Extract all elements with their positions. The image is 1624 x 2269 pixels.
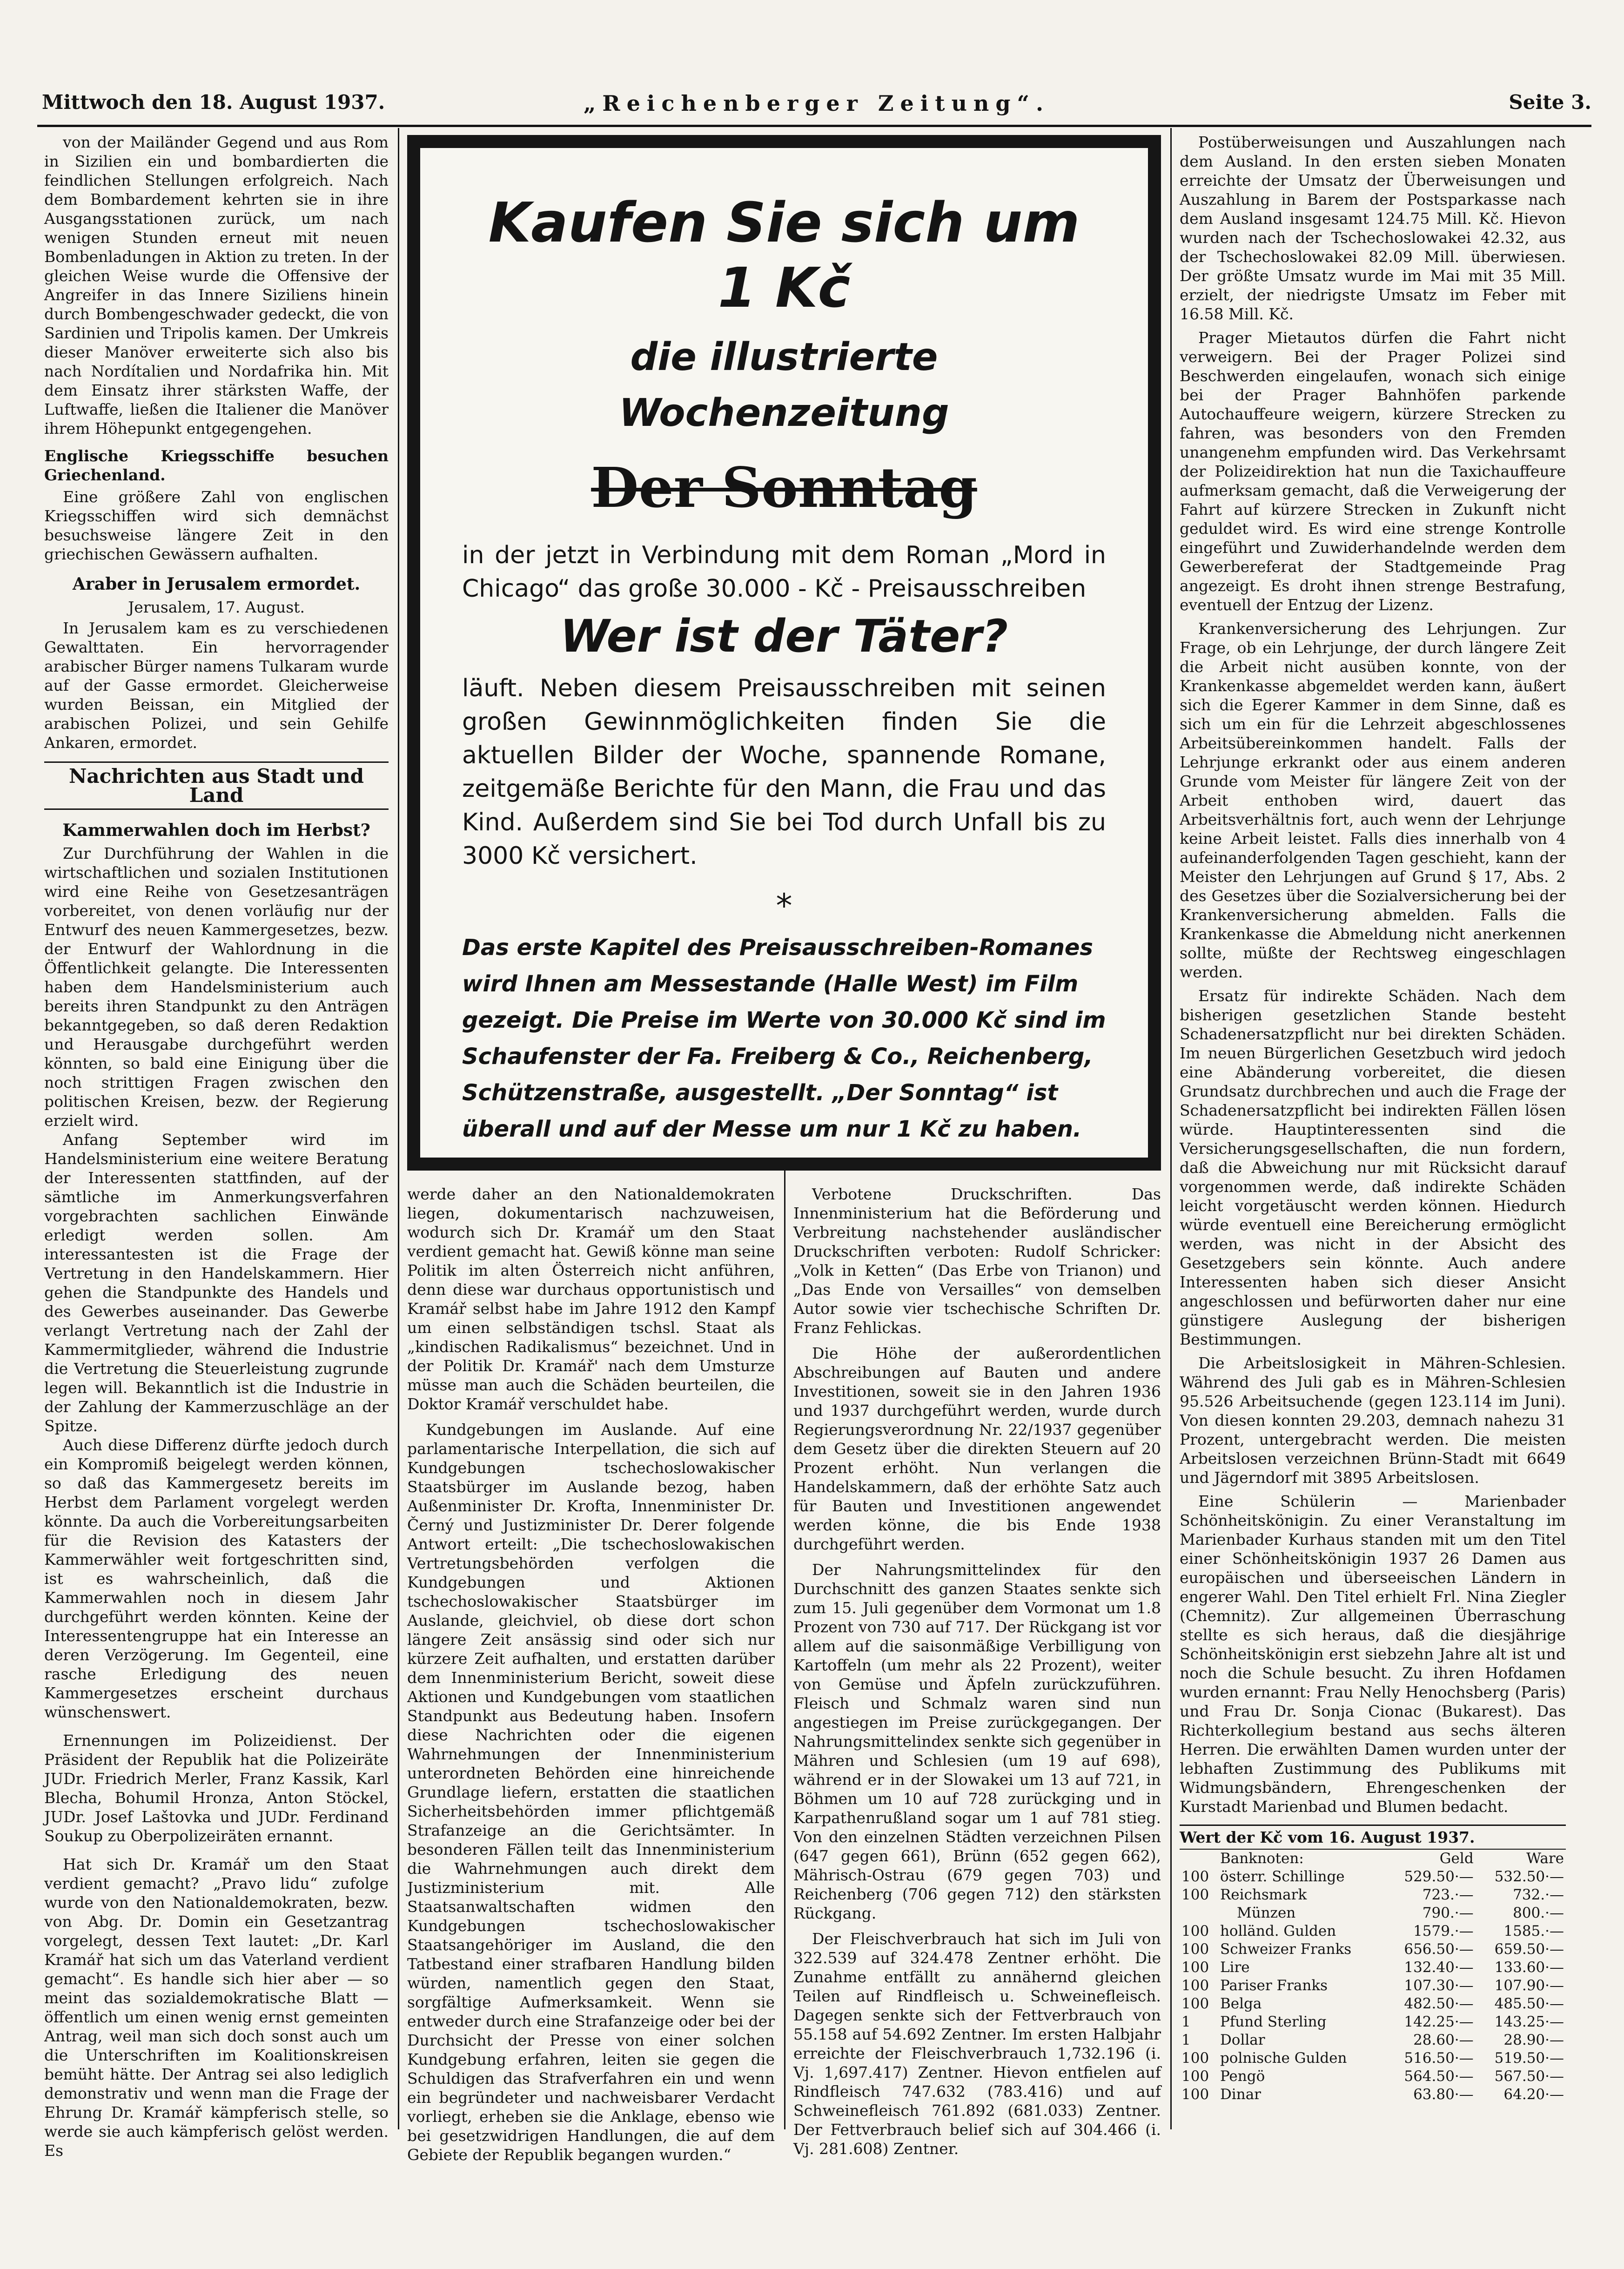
column-rule — [1170, 128, 1172, 2129]
article-kramar-continued: werde daher an den Nationaldemokraten liegen, dokumentarisch nachzuweisen, wodurch sich Dr. Kramář um den Staat verdient gemacht hat. Gewiß könne man seine Politik im alten Österreich nicht anführen, denn diese war durchaus opportunistisch und Kramář selbst habe im Jahre 1912 den Kampf um einen selbständigen tschsl. Staat als „kindischen Radikalismus“ bezeichnet. Und in der Politik Dr. Kramář' nach dem Umsturze müsse man auch die Schäden beurteilen, die Doktor Kramář verschuldet habe. — [407, 1185, 775, 1413]
table-row: 1 Dollar 28.60·— 28.90·— — [1181, 2032, 1564, 2048]
table-row: 100 holländ. Gulden 1579.·— 1585.·— — [1181, 1923, 1564, 1939]
headline-english-warships: Englische Kriegsschiffe besuchen Griechenland. — [44, 447, 389, 484]
article-beauty-queen: Eine Schülerin — Marienbader Schönheitskönigin. Zu einer Veranstaltung im Marienbader Kurhaus standen mit um den Titel einer Schönheitskönigin 1937 26 Damen aus europäischen und überseeischen Ländern in engerer Wahl. Den Titel erhielt Frl. Nina Ziegler (Chemnitz). Zur allgemeinen Überraschung stellte es sich heraus, daß die diesjährige Schönheitskönigin erst siebzehn Jahre alt ist und noch die Schule besucht. Zu ihren Hofdamen wurden ernannt: Frau Nelly Henochsberg (Paris) und Frau Dr. Sonja Cionac (Bukarest). Das Richterkollegium bestand aus sechs älteren Herren. Die erwählten Damen wurden unter der lebhaften Zustimmung des Publikums mit Widmungsbändern, Ehrengeschenken der Kurstadt Marienbad und Blumen bedacht. — [1180, 1492, 1566, 1816]
article-apprentice-insurance: Krankenversicherung des Lehrjungen. Zur Frage, ob ein Lehrjunge, der durch längere Zeit die Arbeit nicht ausüben konnte, von der Krankenkasse abgemeldet werden kann, äußert sich die Egerer Kammer in dem Sinne, daß es sich um ein für die Lehrzeit abgeschlossenes Arbeitsübereinkommen handelt. Falls der Lehrjunge erkrankt oder aus einem anderen Grunde vom Meister für längere Zeit von der Arbeit enthoben wird, dauert das Arbeitsverhältnis fort, auch wenn der Lehrjunge keine Arbeit leistet. Falls dies innerhalb von 4 aufeinanderfolgenden Tagen geschieht, kann der Meister den Lehrjungen auf Grund § 17, Abs. 2 des Gesetzes über die Sozialversicherung bei der Krankenversicherung abmelden. Falls die Krankenkasse die Abmeldung nicht anerkennen sollte, müßte der Rechtsweg eingeschlagen werden. — [1180, 619, 1566, 981]
table-row: 100 Pengö 564.50·— 567.50·— — [1181, 2068, 1564, 2085]
article-sicily-manoeuvre: von der Mailänder Gegend und aus Rom in Sizilien ein und bombardierten die feindlichen Stellungen erfolgreich. Nach dem Bombardement kehrten sie in ihre Ausgangsstationen zurück, um nach wenigen Stunden erneut mit neuen Bombenladungen in Aktion zu treten. In der gleichen Weise wurde die Offensive der Angreifer in das Innere Siziliens hinein durch Bombengeschwader gedeckt, die von Sardinien und Tripolis kamen. Der Umkreis dieser Manöver erweiterte sich also bis nach Nordítalien und Nordafrika hin. Mit dem Einsatz ihrer stärksten Waffe, der Luftwaffe, ließen die Italiener die Manöver ihrem Höhepunkt entgegengehen. — [44, 133, 389, 438]
exchange-rates-table — [1180, 1850, 1566, 2104]
ad-headline: Kaufen Sie sich um 1 Kč — [488, 190, 1080, 320]
article-food-index: Der Nahrungsmittelindex für den Durchschnitt des ganzen Staates senkte sich zum 15. Juli gegenüber dem Vormonat um 1.8 Prozent von 730 auf 717. Der Rückgang ist vor allem auf die saisonmäßige Verbilligung von Kartoffeln (um mehr als 22 Prozent), weiter von Gemüse und Äpfeln zurückzuführen. Fleisch und Schmalz waren sind nun angestiegen im Preise zurückgegangen. Der Nahrungsmittelindex senkte sich gegenüber in Mähren und Schlesien (um 19 auf 698), während er in der Slowakei um 13 auf 721, in Böhmen um 10 auf 728 zurückging und in Karpathenrußland sogar um 1 auf 781 stieg. Von den einzelnen Städten verzeichnen Pilsen (647 gegen 661), Brünn (652 gegen 662), Mährisch-Ostrau (679 gegen 703) und Reichenberg (706 gegen 712) den stärksten Rückgang. — [793, 1561, 1161, 1922]
column-rule — [784, 1145, 785, 2129]
column-1 — [44, 133, 389, 2160]
article-kramar: Hat sich Dr. Kramář um den Staat verdient gemacht? „Pravo lidu“ zufolge wurde von den Nationaldemokraten, bezw. von Abg. Dr. Domin ein Gesetzantrag vorgelegt, dessen Text lautet: „Dr. Karl Kramář hat sich um das Vaterland verdient gemacht“. Es handle sich hier aber — so meint das sozialdemokratische Blatt — öffentlich um einen wenig ernst gemeinten Antrag, weil man sich doch sonst auch um die Unterschriften im Koalitionskreisen bemüht hätte. Der Antrag sei also lediglich demonstrativ und wenn man die Frage der Ehrung Dr. Kramář kämpferisch stelle, so werde sie auch kämpferisch gelöst werden. Es — [44, 1855, 389, 2160]
column-rule — [398, 128, 399, 2129]
table-row: 1 Pfund Sterling 142.25·— 143.25·— — [1181, 2013, 1564, 2030]
table-row: Münzen 790.·— 800.·— — [1236, 1905, 1564, 1921]
table-row: 100 Dinar 63.80·— 64.20·— — [1181, 2086, 1564, 2103]
headline-jerusalem: Araber in Jerusalem ermordet. — [72, 574, 361, 594]
table-row: 100 österr. Schillinge 529.50·— 532.50·— — [1181, 1868, 1564, 1885]
article-meat-consumption: Der Fleischverbrauch hat sich im Juli von 322.539 auf 324.478 Zentner erhöht. Die Zunahme entfällt zu annähernd gleichen Teilen auf Rindfleisch u. Schweinefleisch. Dagegen senkte sich der Fettverbrauch von 55.158 auf 54.692 Zentner. Im ersten Halbjahr erreichte der Fleischverbrauch 1,732.196 (i. Vj. 1,697.417) Zentner. Hievon entfielen auf Rindfleisch 747.632 (783.416) und auf Schweinefleisch 761.892 (681.033) Zentner. Der Fettverbrauch belief sich auf 304.466 (i. Vj. 281.608) Zentner. — [793, 1930, 1161, 2158]
ad-text-intro: in der jetzt in Verbindung mit dem Roman „Mord in Chicago“ das große 30.000 - Kč - Preisausschreiben — [462, 541, 1106, 603]
ad-subheadline: die illustrierte Wochenzeitung — [619, 335, 949, 435]
table-row: 100 Belga 482.50·— 485.50·— — [1181, 1995, 1564, 2012]
col-label-ware: Ware — [1526, 1850, 1564, 1867]
ad-text-body: läuft. Neben diesem Preisausschreiben mit seinen großen Gewinnmöglichkeiten finden Sie die aktuellen Bilder der Woche, spannende Romane, zeitgemäße Berichte für den Mann, die Frau und das Kind. Außerdem sind Sie bei Tod durch Unfall bis zu 3000 Kč versichert. — [462, 674, 1106, 870]
col-label-banknotes: Banknoten: — [1220, 1850, 1304, 1867]
article-demonstrations-abroad: Kundgebungen im Auslande. Auf eine parlamentarische Interpellation, die sich auf Kundgebungen tschechoslowakischer Staatsbürger im Auslande bezog, haben Außenminister Dr. Krofta, Innenminister Dr. Černý und Justizminister Dr. Derer folgende Antwort erteilt: „Die tschechoslowakischen Vertretungsbehörden verfolgen die Kundgebungen und Aktionen tschechoslowakischer Staatsbürger im Auslande, gleichviel, ob diese dort schon längere Zeit ansässig sind oder sich nur kürzere Zeit aufhalten, und erstatten darüber dem Innenministerium Bericht, soweit diese Aktionen und Kundgebungen vom staatlichen Standpunkt aus Bedeutung haben. Insofern diese Nachrichten oder die eigenen Wahrnehmungen der Innenministerium unterordneten Behörden eine hinreichende Grundlage liefern, erstatten die staatlichen Sicherheitsbehörden immer pflichtgemäß Strafanzeige an die Gerichtsämter. In besonderen Fällen teilt das Innenministerium die Wahrnehmungen auch direkt dem Justizministerium mit. Alle Staatsanwaltschaften widmen den Kundgebungen tschechoslowakischer Staatsangehöriger im Ausland, die den Tatbestand einer strafbaren Handlung bilden würden, namentlich gegen den Staat, sorgfältige Aufmerksamkeit. Wenn sie entweder durch eine Strafanzeige oder bei der Durchsicht der Presse von einer solchen Kundgebung erfahren, leiten sie gegen die Schuldigen das Strafverfahren ein und wenn ein begründeter und nachweisbarer Verdacht vorliegt, erheben sie die Anklage, ebenso wie bei gesetzwidrigen Handlungen, die auf dem Gebiete der Republik begangen wurden.“ — [407, 1421, 775, 2164]
headline-chamber-elections: Kammerwahlen doch im Herbst? — [62, 821, 370, 840]
article-english-warships: Eine größere Zahl von englischen Kriegsschiffen wird sich demnächst besuchsweise längere Zeit in den griechischen Gewässern aufhalten. — [44, 488, 389, 563]
article-chamber-elections-2: Anfang September wird im Handelsministerium eine weitere Beratung der Interessenten stattfinden, auf der sämtliche im Anmerkungsverfahren vorgebrachten sachlichen Einwände erledigt werden sollen. Am interessantesten ist die Frage der Vertretung in den Handelskammern. Hier gehen die Standpunkte des Handels und des Gewerbes auseinander. Das Gewerbe verlangt Vertretung nach der Zahl der Kammermitglieder, während die Industrie die Vertretung die Steuerleistung zugrunde legen will. Bekanntlich ist die Industrie in der Zahlung der Kammerzuschläge an der Spitze. — [44, 1131, 389, 1435]
col-label-geld: Geld — [1439, 1850, 1474, 1867]
table-row: 100 Schweizer Franks 656.50·— 659.50·— — [1181, 1941, 1564, 1958]
advertisement-der-sonntag — [407, 135, 1161, 1171]
table-row: 100 Pariser Franks 107.30·— 107.90·— — [1181, 1977, 1564, 1994]
exchange-rates-header — [1180, 1850, 1566, 1868]
article-chamber-elections-1: Zur Durchführung der Wahlen in die wirtschaftlichen und sozialen Institutionen wird eine Reihe von Gesetzesanträgen vorbereitet, von denen vorläufig nur der Entwurf des neuen Kammergesetzes, bezw. der Entwurf der Wahlordnung in die Öffentlichkeit gelangte. Die Interessenten haben dem Handelsministerium auch bereits ihren Standpunkt zu den Anträgen bekanntgegeben, so daß deren Redaktion und Herausgabe durchgeführt werden könnten, so bald eine Einigung über die noch strittigen Fragen zwischen den politischen Kreisen, bezw. der Regierung erzielt wird. — [44, 844, 389, 1130]
table-row: 100 polnische Gulden 516.50·— 519.50·— — [1181, 2050, 1564, 2067]
article-unemployment: Die Arbeitslosigkeit in Mähren-Schlesien. Während des Juli gab es in Mähren-Schlesien 95.526 Arbeitsuchende (gegen 123.114 im Juni). Von diesen konnten 29.203, demnach nahezu 31 Prozent, untergebracht werden. Die meisten Arbeitslosen verzeichnen Brünn-Stadt mit 6649 und Jägerndorf mit 3895 Arbeitslosen. — [1180, 1354, 1566, 1487]
newspaper-title: „Reichenberger Zeitung“. — [583, 91, 1050, 116]
column-3 — [793, 1185, 1161, 2158]
article-police-appointments: Ernennungen im Polizeidienst. Der Präsident der Republik hat die Polizeiräte JUDr. Friedrich Merler, Franz Kassik, Karl Blecha, Bohumil Hronza, Anton Stöckel, JUDr. Josef Laštovka und JUDr. Ferdinand Soukup zu Oberpolizeiräten ernannt. — [44, 1731, 389, 1845]
section-header-local-news: Nachrichten aus Stadt und Land — [44, 761, 389, 810]
ad-footer-text: Das erste Kapitel des Preisausschreiben-Romanes wird Ihnen am Messestande (Halle West) im Film gezeigt. Die Preise im Werte von 30.000 Kč sind im Schaufenster der Fa. Freiberg & Co., Reichenberg, Schützenstraße, ausgestellt. „Der Sonntag“ ist überall und auf der Messe um nur 1 Kč zu haben. — [462, 935, 1106, 1142]
exchange-rates-title: Wert der Kč vom 16. August 1937. — [1180, 1825, 1566, 1850]
dateline-jerusalem: Jerusalem, 17. August. — [128, 598, 305, 616]
table-row: 100 Lire 132.40·— 133.60·— — [1181, 1959, 1564, 1976]
article-banned-publications: Verbotene Druckschriften. Das Innenministerium hat die Beförderung und Verbreitung nachstehender ausländischer Druckschriften verboten: Rudolf Schricker: „Volk in Ketten“ (Das Erbe von Trianon) und „Das Ende von Versailles“ von demselben Autor sowie vier tschechische Schriften Dr. Franz Fehlickas. — [793, 1185, 1161, 1337]
masthead-rule — [37, 125, 1591, 127]
page-number: Seite 3. — [1509, 91, 1591, 114]
ad-question: Wer ist der Täter? — [560, 610, 1008, 662]
issue-date: Mittwoch den 18. August 1937. — [42, 91, 385, 114]
article-indirect-damages: Ersatz für indirekte Schäden. Nach dem bisherigen gesetzlichen Stande besteht Schadenersatzpflicht nur bei direkten Schäden. Im neuen Bürgerlichen Gesetzbuch wird jedoch eine Abänderung vorbereitet, die diesen Grundsatz durchbrechen und auch die Frage der Schadenersatzpflicht bei indirekten Fällen lösen würde. Hauptinteressenten sind die Versicherungsgesellschaften, die nun fordern, daß die Abweichung nur mit Rücksicht darauf vorgenommen werde, daß indirekte Schäden leicht vorgetäuscht werden können. Hiedurch würde eventuell eine Bereicherung ermöglicht werden, was nicht in der Absicht des Gesetzgebers sein könnte. Auch andere Interessenten haben sich dieser Ansicht angeschlossen und befürworten daher nur eine günstigere Auslegung der bisherigen Bestimmungen. — [1180, 987, 1566, 1348]
column-4 — [1180, 133, 1566, 2129]
ad-brand-name: Der Sonntag — [591, 455, 977, 520]
article-taxis: Prager Mietautos dürfen die Fahrt nicht verweigern. Bei der Prager Polizei sind Beschwerden eingelaufen, wonach sich einige bei der Prager Bahnhöfen parkende Autochauffeure weigern, kürzere Strecken zu fahren, was besonders von den Fremden unangenehm empfunden wird. Das Verkehrsamt der Polizeidirektion hat nun die Taxichauffeure aufmerksam gemacht, daß die Verweigerung der Fahrt auf kürzere Strecken in Zukunft nicht geduldet wird. Es wird eine strenge Kontrolle eingeführt und Zuwiderhandelnde werden dem Gewerbereferat der Stadtgemeinde Prag angezeigt. Es droht ihnen strenge Bestrafung, eventuell der Entzug der Lizenz. — [1180, 329, 1566, 614]
article-jerusalem: In Jerusalem kam es zu verschiedenen Gewalttaten. Ein hervorragender arabischer Bürger namens Tulkaram wurde auf der Gasse ermordet. Gleicherweise wurden Beissan, ein Mitglied der arabischen Polizei, und sein Gehilfe Ankaren, ermordet. — [44, 619, 389, 752]
article-depreciation: Die Höhe der außerordentlichen Abschreibungen auf Bauten und andere Investitionen, soweit sie in den Jahren 1936 und 1937 durchgeführt werden, wurde durch Regierungsverordnung Nr. 22/1937 gegenüber dem Gesetz über die direkten Steuern auf 20 Prozent erhöht. Nun verlangen die Handelskammern, daß der erhöhte Satz auch für Bauten und Investitionen angewendet werden könne, die bis Ende 1938 durchgeführt werden. — [793, 1344, 1161, 1553]
star-divider-icon: * — [776, 887, 792, 925]
article-chamber-elections-3: Auch diese Differenz dürfte jedoch durch ein Kompromiß beigelegt werden können, so daß das Kammergesetz bereits im Herbst dem Parlament vorgelegt werden könnte. Da auch die Vorbereitungsarbeiten für die Revision des Katasters der Kammerwähler weit fortgeschritten sind, ist es wahrscheinlich, daß die Kammerwahlen noch in diesem Jahr durchgeführt werden könnten. Keine der Interessentengruppe hat ein Interesse an deren Verzögerung. Im Gegenteil, eine rasche Erledigung des neuen Kammergesetzes erscheint durchaus wünschenswert. — [44, 1436, 389, 1721]
table-row: 100 Reichsmark 723.·— 732.·— — [1181, 1886, 1564, 1903]
column-2 — [407, 1185, 775, 2164]
article-postal-transfers: Postüberweisungen und Auszahlungen nach dem Ausland. In den ersten sieben Monaten erreichte der Umsatz der Überweisungen und Auszahlung in Barem der Postsparkasse nach dem Ausland insgesamt 124.75 Mill. Kč. Hievon wurden nach der Tschechoslowakei 42.32, aus der Tschechoslowakei 82.09 Mill. überwiesen. Der größte Umsatz wurde im Mai mit 35 Mill. erzielt, der niedrigste Umsatz im Feber mit 16.58 Mill. Kč. — [1180, 133, 1566, 323]
masthead — [42, 86, 1591, 123]
